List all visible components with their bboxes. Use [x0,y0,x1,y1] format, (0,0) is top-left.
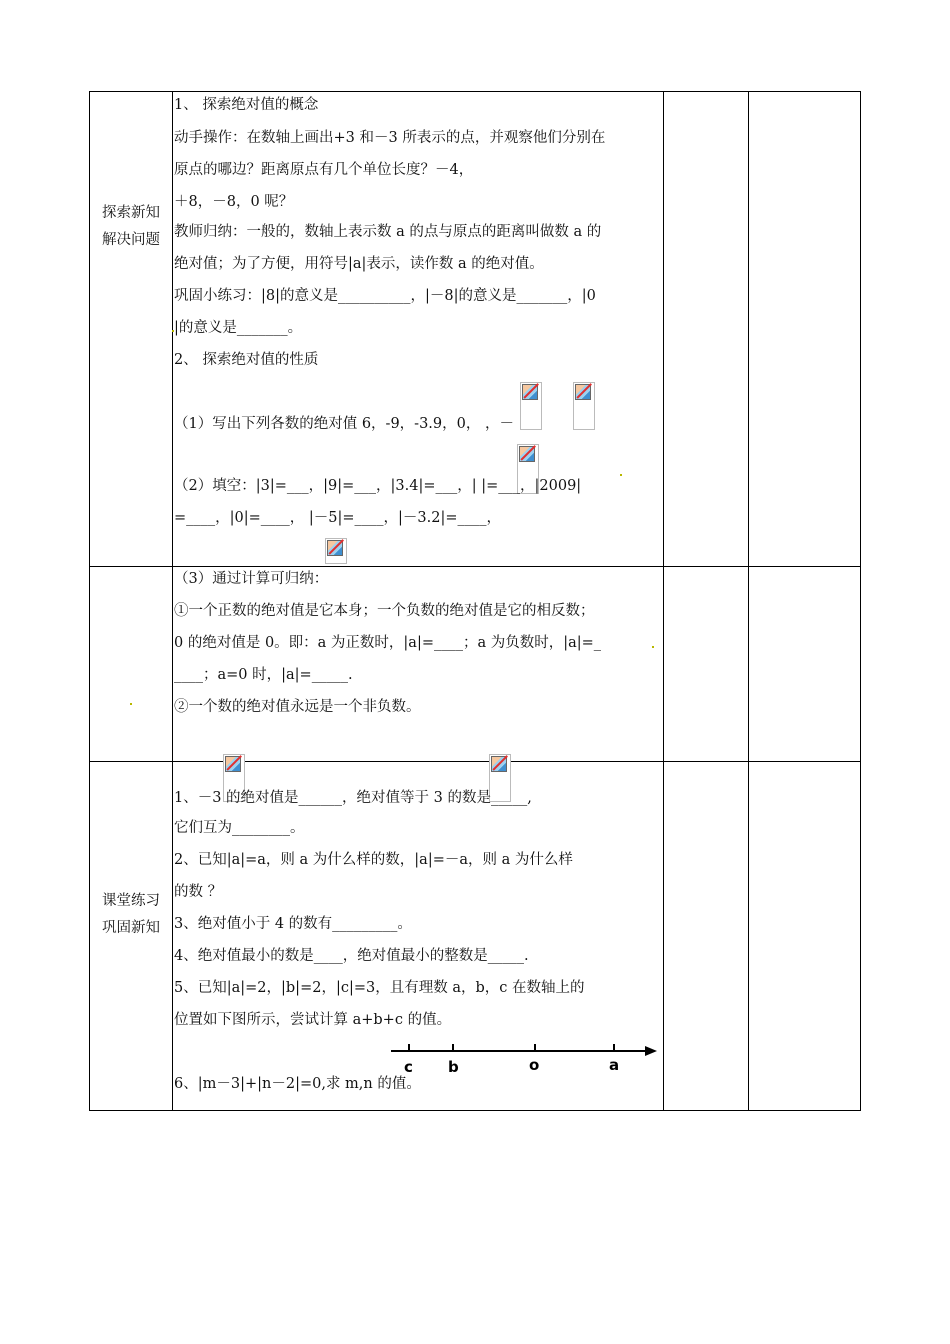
section-heading: 1、 探索绝对值的概念 [174,97,319,113]
row-label-cell [90,92,173,567]
text-line: 它们互为________。 [174,820,305,836]
empty-cell [664,762,749,1111]
row-label-cell [90,762,173,1111]
row-label-cell [90,567,173,762]
stray-mark [172,330,174,332]
text-line: 巩固小练习：|8|的意义是__________，|－8|的意义是_______，|0 [174,288,596,304]
text-line: 绝对值；为了方便，用符号|a|表示，读作数 a 的绝对值。 [174,256,544,272]
text-line: 5、已知|a|=2，|b|=2，|c|=3，且有理数 a，b，c 在数轴上的 [174,980,585,996]
row-label: 探索新知 解决问题 [102,205,160,248]
empty-cell [664,92,749,567]
stray-mark [130,703,132,705]
text-line: |的意义是_______。 [174,320,303,336]
number-line-label-b: b [448,1058,459,1076]
text-line: 3、绝对值小于 4 的数有_________。 [174,916,412,932]
table-row [90,567,861,762]
content-cell [173,92,664,567]
text-line: （2）填空：|3|=___，|9|=___，|3.4|=___，| |=___，|2009| [174,478,582,494]
text-line: 原点的哪边？距离原点有几个单位长度？－4， [174,162,474,178]
row-label: 课堂练习 巩固新知 [102,893,160,936]
stray-mark [652,646,654,648]
text-line: 2、已知|a|=a，则 a 为什么样的数，|a|=－a，则 a 为什么样 [174,852,573,868]
number-line-arrow [645,1046,657,1056]
text-line: 位置如下图所示，尝试计算 a+b+c 的值。 [174,1012,452,1028]
table-row [90,92,861,567]
empty-cell [749,567,861,762]
text-line: ②一个数的绝对值永远是一个非负数。 [174,699,421,715]
broken-image-icon [325,538,347,564]
number-line-diagram [387,1036,661,1076]
number-line-label-a: a [609,1056,620,1074]
empty-cell [749,92,861,567]
empty-cell [664,567,749,762]
text-line: 的数 ？ [174,884,223,900]
text-line: 0 的绝对值是 0。即：a 为正数时，|a|=____；a 为负数时，|a|=_ [174,635,602,651]
text-line: 4、绝对值最小的数是____，绝对值最小的整数是_____. [174,948,529,964]
text-line: 教师归纳：一般的，数轴上表示数 a 的点与原点的距离叫做数 a 的 [174,224,602,240]
lesson-table [89,91,861,1111]
number-line-label-o: o [529,1056,540,1074]
text-line: 1、－3 的绝对值是______，绝对值等于 3 的数是_____, [174,790,532,806]
text-line: 动手操作：在数轴上画出+3 和－3 所表示的点，并观察他们分别在 [174,130,606,146]
number-line-label-c: c [404,1058,413,1076]
stray-mark [620,474,622,476]
text-line: （3）通过计算可归纳： [174,571,329,587]
content-cell [173,762,664,1111]
content-cell [173,567,664,762]
text-line: =____，|0|=____， |－5|=____，|－3.2|=____， [174,510,502,526]
section-heading: 2、 探索绝对值的性质 [174,352,319,368]
empty-cell [749,762,861,1111]
text-line: ①一个正数的绝对值是它本身；一个负数的绝对值是它的相反数； [174,603,595,619]
text-line: ____；a=0 时，|a|=_____. [174,667,353,683]
text-line: ＋8，－8，0 呢？ [174,194,294,210]
table-row [90,762,861,1111]
text-line: 6、|m－3|+|n－2|=0,求 m,n 的值。 [174,1076,421,1092]
text-line: （1）写出下列各数的绝对值 6，-9，-3.9，0， ，－ [174,416,514,432]
